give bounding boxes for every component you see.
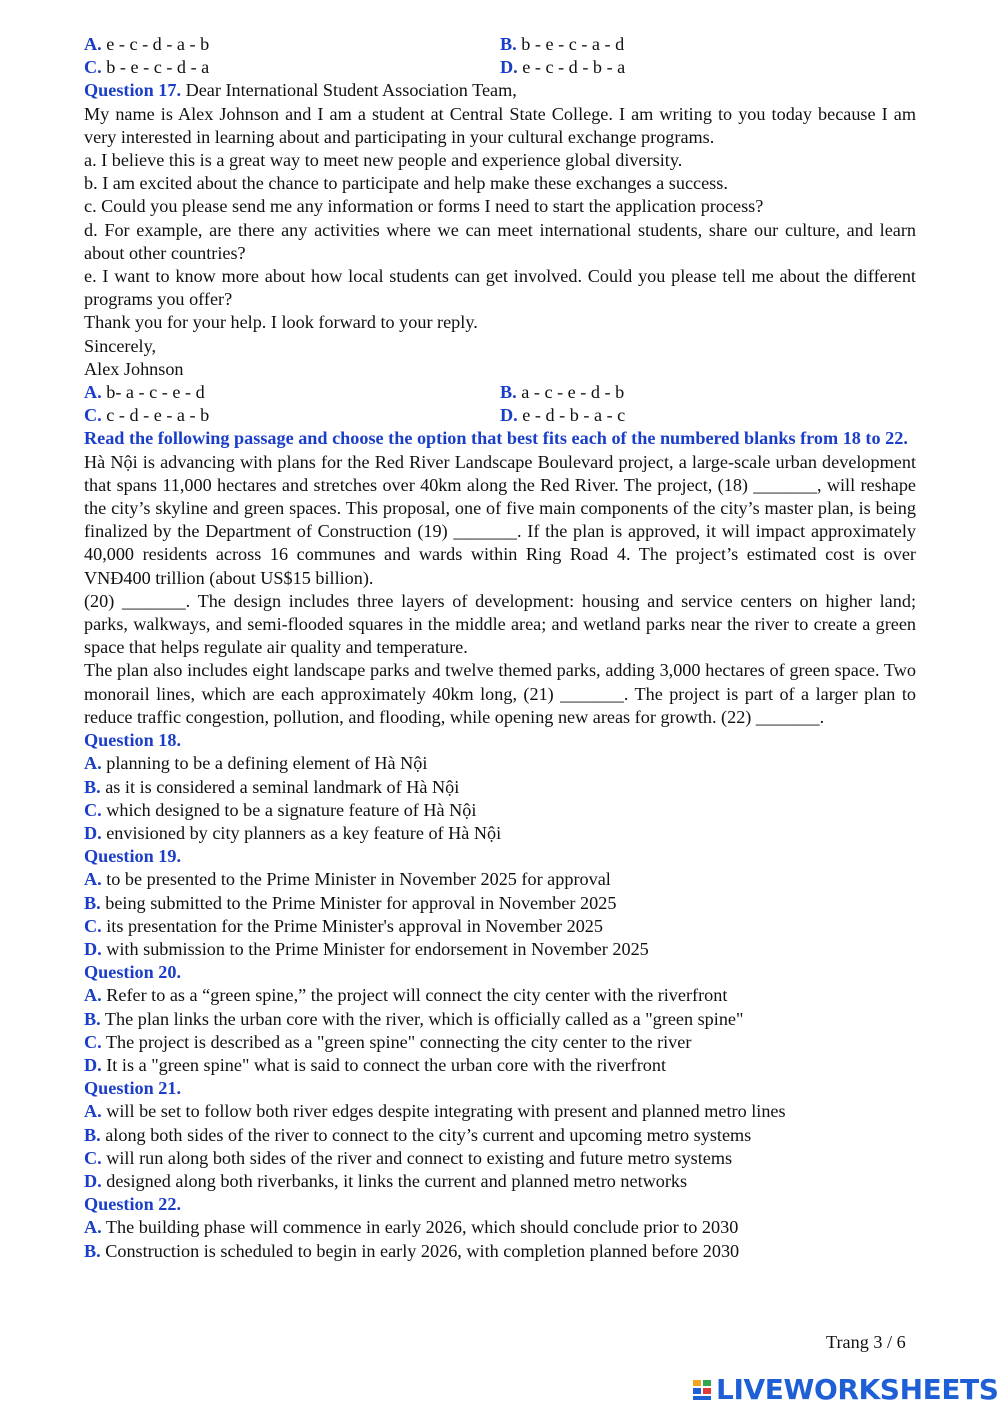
- letter-sentence-e: e. I want to know more about how local students can get involved. Could you please tell me about the different programs you offer?: [84, 266, 916, 310]
- q19-option-d[interactable]: D. with submission to the Prime Minister for endorsement in November 2025: [84, 938, 649, 959]
- q18-option-c[interactable]: C. which designed to be a signature feature of Hà Nội: [84, 799, 477, 820]
- q19-option-c[interactable]: C. its presentation for the Prime Minister's approval in November 2025: [84, 915, 603, 936]
- q21-option-c[interactable]: C. will run along both sides of the river and connect to existing and future metro systems: [84, 1147, 733, 1168]
- question-22-heading: Question 22.: [84, 1194, 182, 1215]
- passage-paragraph-2: (20) _______. The design includes three layers of development: housing and service centers on higher land; parks, walkways, and semi-flooded squares in the middle area; and wetland parks near the river to create a green space that helps regulate air quality and temperature.: [84, 590, 916, 658]
- letter-signature: Alex Johnson: [84, 358, 184, 379]
- passage-paragraph-3: The plan also includes eight landscape parks and twelve themed parks, adding 3,000 hectares of green space. Two monorail lines, which are each approximately 40km long, (21) _______. The project is part of a larger plan to reduce traffic congestion, pollution, and flooding, while opening new areas for growth. (22) _______.: [84, 660, 916, 727]
- q19-option-b[interactable]: B. being submitted to the Prime Minister for approval in November 2025: [84, 892, 617, 913]
- q17-options-row-1: [84, 381, 916, 404]
- q16-options-row-1: [84, 33, 916, 56]
- letter-signoff: Sincerely,: [84, 335, 157, 356]
- passage-paragraph-1: Hà Nội is advancing with plans for the Red River Landscape Boulevard project, a large-scale urban development that spans 11,000 hectares and stretches over 40km along the Red River. The project, (18) _______, will reshape the city’s skyline and green spaces. This proposal, one of five main components of the city’s master plan, is being finalized by the Department of Construction (19) _______. If the plan is approved, it will impact approximately 40,000 residents across 16 communes and wards within Ring Road 4. The project’s estimated cost is over VNĐ400 trillion (about US$15 billion).: [84, 451, 916, 588]
- question-21-heading: Question 21.: [84, 1078, 182, 1099]
- question-heading: Question 17.: [84, 80, 182, 101]
- brand-name: LIVEWORKSHEETS: [716, 1373, 999, 1406]
- letter-sentence-d: d. For example, are there any activities where we can meet international students, share our culture, and learn about other countries?: [84, 219, 916, 263]
- q20-option-c[interactable]: C. The project is described as a "green spine" connecting the city center to the river: [84, 1031, 692, 1052]
- q21-option-d[interactable]: D. designed along both riverbanks, it links the current and planned metro networks: [84, 1170, 688, 1191]
- letter-sentence-c: c. Could you please send me any information or forms I need to start the application process?: [84, 196, 764, 217]
- q17-option-c[interactable]: C. c - d - e - a - b: [84, 405, 210, 426]
- worksheet-page: [84, 33, 916, 1263]
- q17-heading-line: [84, 79, 916, 102]
- q17-option-b[interactable]: B. a - c - e - d - b: [500, 382, 625, 403]
- q17-option-d[interactable]: D. e - d - b - a - c: [500, 405, 626, 426]
- q18-option-b[interactable]: B. as it is considered a seminal landmark of Hà Nội: [84, 776, 460, 797]
- q16-option-c[interactable]: C. b - e - c - d - a: [84, 57, 210, 78]
- question-20-heading: Question 20.: [84, 962, 182, 983]
- question-18-heading: Question 18.: [84, 730, 182, 751]
- q20-option-d[interactable]: D. It is a "green spine" what is said to connect the urban core with the riverfront: [84, 1054, 667, 1075]
- q18-option-a[interactable]: A. planning to be a defining element of Hà Nội: [84, 753, 428, 774]
- q20-option-b[interactable]: B. The plan links the urban core with the river, which is officially called as a "green spine": [84, 1008, 744, 1029]
- passage-instruction: Read the following passage and choose the option that best fits each of the numbered blanks from 18 to 22.: [84, 428, 908, 449]
- liveworksheets-brand[interactable]: [692, 1374, 999, 1406]
- q21-option-a[interactable]: A. will be set to follow both river edges despite integrating with present and planned metro lines: [84, 1101, 786, 1122]
- q22-option-a[interactable]: A. The building phase will commence in early 2026, which should conclude prior to 2030: [84, 1217, 739, 1238]
- q20-option-a[interactable]: A. Refer to as a “green spine,” the project will connect the city center with the riverfront: [84, 985, 728, 1006]
- q21-option-b[interactable]: B. along both sides of the river to connect to the city’s current and upcoming metro systems: [84, 1124, 752, 1145]
- q16-option-a[interactable]: A. e - c - d - a - b: [84, 34, 210, 54]
- q22-option-b[interactable]: B. Construction is scheduled to begin in early 2026, with completion planned before 2030: [84, 1240, 740, 1261]
- letter-sentence-a: a. I believe this is a great way to meet new people and experience global diversity.: [84, 150, 683, 171]
- q18-option-d[interactable]: D. envisioned by city planners as a key feature of Hà Nội: [84, 822, 502, 843]
- q19-option-a[interactable]: A. to be presented to the Prime Minister in November 2025 for approval: [84, 869, 611, 890]
- question-19-heading: Question 19.: [84, 846, 182, 867]
- liveworksheets-logo-icon: [692, 1378, 712, 1402]
- page-number: Trang 3 / 6: [826, 1332, 906, 1352]
- q16-option-b[interactable]: B. b - e - c - a - d: [500, 34, 625, 54]
- letter-sentence-b: b. I am excited about the chance to participate and help make these exchanges a success.: [84, 173, 728, 194]
- letter-closing: Thank you for your help. I look forward to your reply.: [84, 312, 478, 333]
- q16-options-row-2: [84, 56, 916, 79]
- q17-options-row-2: [84, 404, 916, 427]
- q16-option-d[interactable]: D. e - c - d - b - a: [500, 57, 626, 78]
- letter-salutation: Dear International Student Association Team,: [185, 80, 517, 101]
- letter-intro: My name is Alex Johnson and I am a student at Central State College. I am writing to you today because I am very interested in learning about and participating in your cultural exchange programs.: [84, 103, 916, 147]
- q17-option-a[interactable]: A. b- a - c - e - d: [84, 382, 205, 403]
